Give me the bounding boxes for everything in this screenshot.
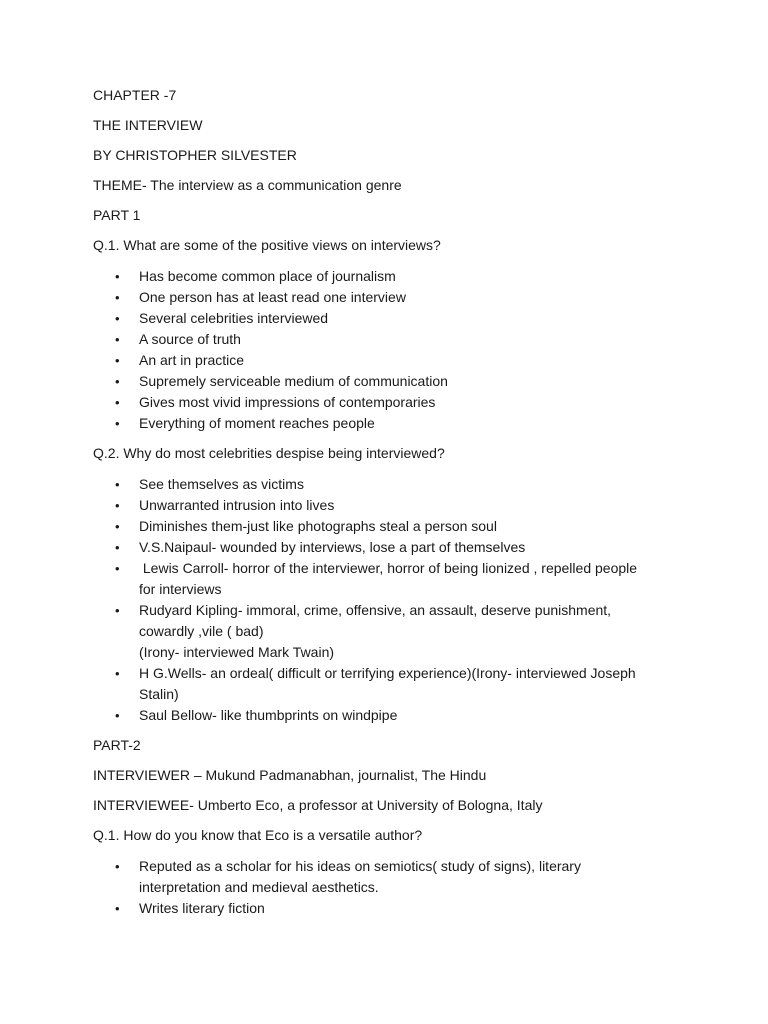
theme-line: THEME- The interview as a communication genre [93, 177, 402, 193]
list-item-text: V.S.Naipaul- wounded by interviews, lose a part of themselves [139, 539, 526, 555]
list-item-text: Saul Bellow- like thumbprints on windpipe [139, 707, 398, 723]
list-item [115, 856, 693, 898]
list-item-text: Lewis Carroll- horror of the interviewer, horror of being lionized , repelled people for interviews [139, 560, 638, 597]
list-item-text: See themselves as victims [139, 476, 304, 492]
bullet-icon: • [115, 353, 120, 368]
bullet-icon: • [115, 519, 120, 534]
bullet-icon: • [115, 540, 120, 555]
list-item-text: Everything of moment reaches people [139, 415, 375, 431]
chapter-title: THE INTERVIEW [93, 117, 203, 133]
bullet-icon: • [115, 290, 120, 305]
list-item [115, 413, 693, 434]
answer-list [93, 856, 693, 919]
list-item [115, 537, 693, 558]
interviewer-line: INTERVIEWER – Mukund Padmanabhan, journalist, The Hindu [93, 767, 487, 783]
list-item-text: One person has at least read one interview [139, 289, 406, 305]
list-item [115, 350, 693, 371]
answer-list [93, 474, 693, 726]
list-item-text: Several celebrities interviewed [139, 310, 329, 326]
bullet-icon: • [115, 311, 120, 326]
list-item [115, 663, 693, 705]
question: Q.2. Why do most celebrities despise being interviewed? [93, 445, 445, 461]
chapter-heading: CHAPTER -7 [93, 87, 177, 103]
list-item [115, 516, 693, 537]
list-item [115, 329, 693, 350]
author-line: BY CHRISTOPHER SILVESTER [93, 147, 297, 163]
list-item [115, 392, 693, 413]
part-heading: PART 1 [93, 207, 141, 223]
list-item-text: Reputed as a scholar for his ideas on semiotics( study of signs), literary interpretation and medieval aesthetics. [139, 858, 581, 895]
list-item [115, 705, 693, 726]
list-item-text: An art in practice [139, 352, 245, 368]
list-item [115, 600, 693, 663]
list-item-text: Has become common place of journalism [139, 268, 396, 284]
bullet-icon: • [115, 666, 120, 681]
list-item-text: Supremely serviceable medium of communication [139, 373, 448, 389]
interviewee-line: INTERVIEWEE- Umberto Eco, a professor at University of Bologna, Italy [93, 797, 543, 813]
list-item [115, 371, 693, 392]
list-item [115, 308, 693, 329]
bullet-icon: • [115, 269, 120, 284]
list-item-text: Unwarranted intrusion into lives [139, 497, 335, 513]
bullet-icon: • [115, 477, 120, 492]
list-item [115, 898, 693, 919]
list-item [115, 266, 693, 287]
document-page [93, 86, 693, 929]
bullet-icon: • [115, 859, 120, 874]
bullet-icon: • [115, 332, 120, 347]
bullet-icon: • [115, 603, 120, 618]
bullet-icon: • [115, 416, 120, 431]
list-item-text: Gives most vivid impressions of contemporaries [139, 394, 436, 410]
question: Q.1. What are some of the positive views on interviews? [93, 237, 441, 253]
bullet-icon: • [115, 395, 120, 410]
list-item [115, 495, 693, 516]
bullet-icon: • [115, 708, 120, 723]
list-item-text: Diminishes them-just like photographs steal a person soul [139, 518, 497, 534]
list-item-text: A source of truth [139, 331, 241, 347]
bullet-icon: • [115, 498, 120, 513]
question: Q.1. How do you know that Eco is a versatile author? [93, 827, 423, 843]
list-item [115, 287, 693, 308]
list-item-text: H G.Wells- an ordeal( difficult or terrifying experience)(Irony- interviewed Joseph Stalin) [139, 665, 636, 702]
list-item-text: Writes literary fiction [139, 900, 265, 916]
bullet-icon: • [115, 374, 120, 389]
list-item [115, 474, 693, 495]
list-item [115, 558, 693, 600]
bullet-icon: • [115, 901, 120, 916]
answer-list [93, 266, 693, 434]
bullet-icon: • [115, 561, 120, 576]
list-item-text: Rudyard Kipling- immoral, crime, offensive, an assault, deserve punishment, cowardly ,vile ( bad) (Irony- interviewed Mark Twain) [139, 602, 612, 660]
part-heading: PART-2 [93, 737, 141, 753]
